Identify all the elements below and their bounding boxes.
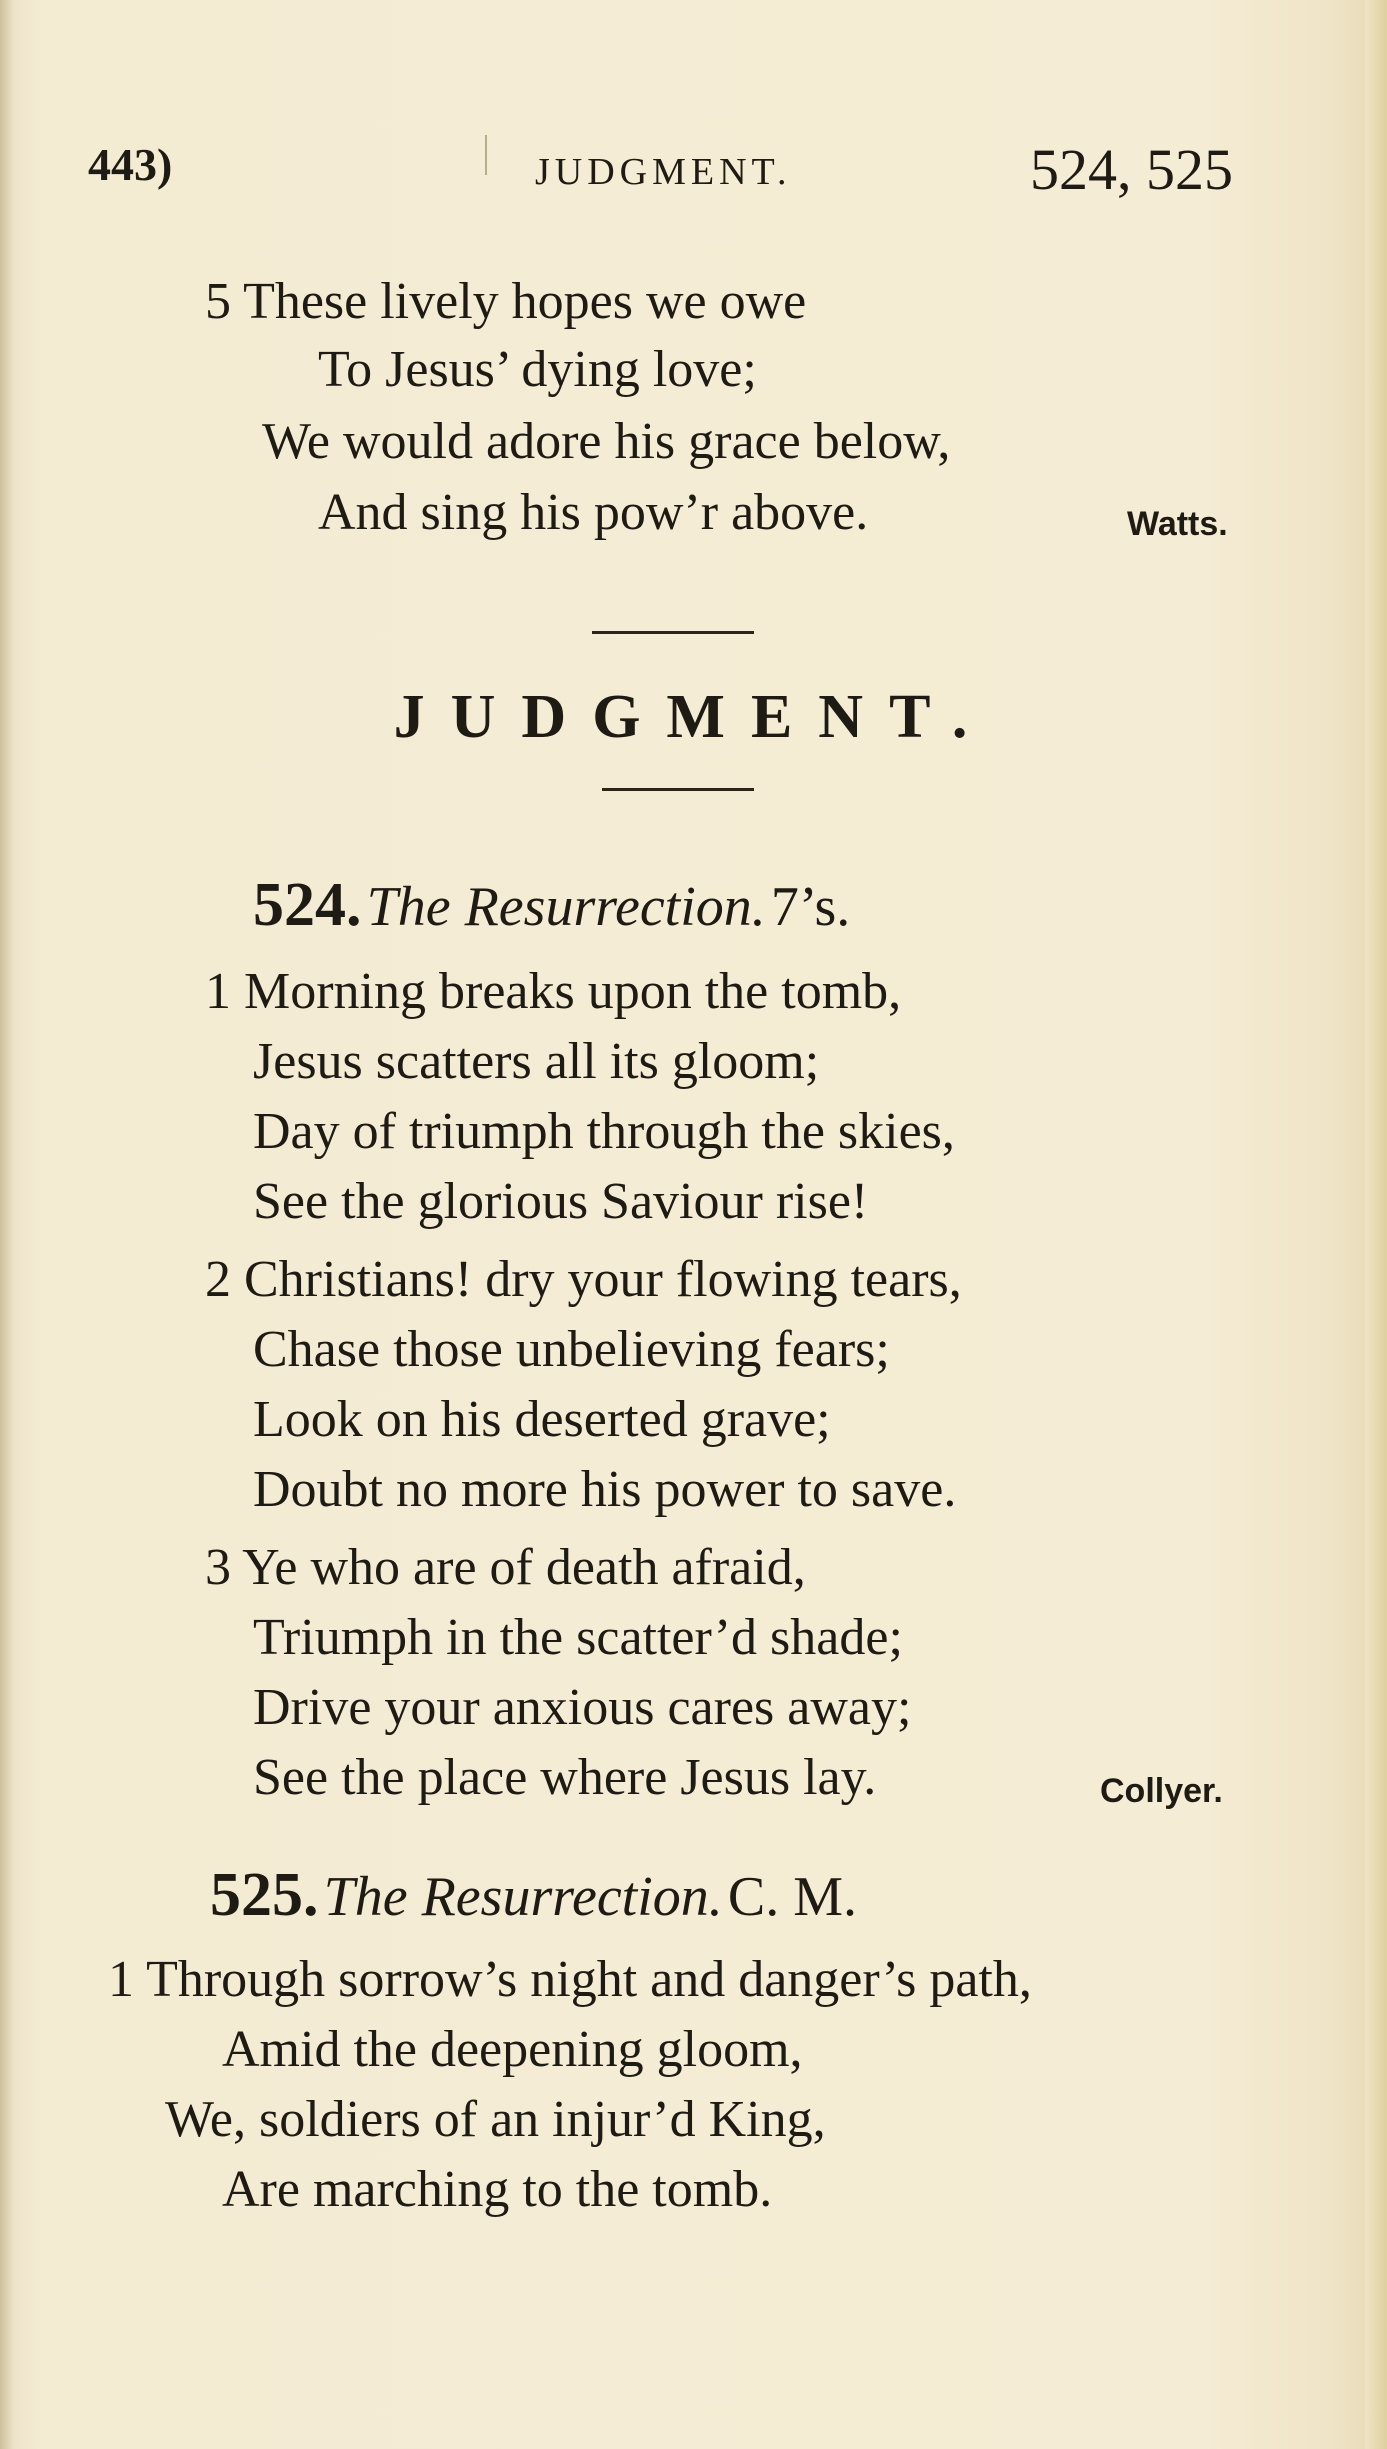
divider-rule-bottom (602, 788, 754, 791)
stanza-line: To Jesus’ dying love; (318, 341, 757, 398)
stanza-line: Drive your anxious cares away; (253, 1679, 912, 1736)
page-edge-left (0, 0, 14, 2449)
stanza-line: Look on his deserted grave; (253, 1391, 831, 1448)
stanza-line: And sing his pow’r above. (318, 484, 869, 541)
section-heading: JUDGMENT. (393, 683, 994, 751)
hymn-title: The Resurrection. (323, 1866, 723, 1928)
hymn-range: 524, 525 (1030, 137, 1233, 202)
stanza-line: See the place where Jesus lay. (253, 1749, 877, 1806)
stanza-line: Jesus scatters all its gloom; (253, 1033, 820, 1090)
hymn-title: The Resurrection. (366, 876, 766, 938)
stanza-line: 5 These lively hopes we owe (205, 273, 807, 330)
hymn-meter: 7’s. (770, 876, 851, 938)
author-attribution: Watts. (1127, 505, 1228, 543)
divider-rule-top (592, 631, 754, 634)
stanza-line: Triumph in the scatter’d shade; (253, 1609, 903, 1666)
hymn-number: 524. (253, 871, 362, 939)
page-number: 443) (88, 139, 173, 190)
hymn-number: 525. (210, 1861, 319, 1929)
hymn-heading (210, 1860, 857, 1931)
stanza-line: Are marching to the tomb. (222, 2161, 773, 2218)
header-mark (485, 135, 487, 175)
stanza-line: Amid the deepening gloom, (222, 2021, 803, 2078)
hymn-meter: C. M. (727, 1866, 858, 1928)
running-head: JUDGMENT. (535, 151, 792, 193)
stanza-line: See the glorious Saviour rise! (253, 1173, 869, 1230)
stanza-line: We would adore his grace below, (262, 413, 951, 470)
stanza-line: Doubt no more his power to save. (253, 1461, 957, 1518)
page-edge-right (1365, 0, 1387, 2449)
stanza-line: We, soldiers of an injur’d King, (165, 2091, 826, 2148)
stanza-line: Chase those unbelieving fears; (253, 1321, 890, 1378)
stanza-line: 1 Through sorrow’s night and danger’s path, (108, 1951, 1032, 2008)
hymn-heading (253, 870, 850, 941)
stanza-line: 2 Christians! dry your flowing tears, (205, 1251, 962, 1308)
stanza-line: 1 Morning breaks upon the tomb, (205, 963, 902, 1020)
stanza-line: Day of triumph through the skies, (253, 1103, 955, 1160)
stanza-line: 3 Ye who are of death afraid, (205, 1539, 806, 1596)
author-attribution: Collyer. (1100, 1772, 1223, 1810)
